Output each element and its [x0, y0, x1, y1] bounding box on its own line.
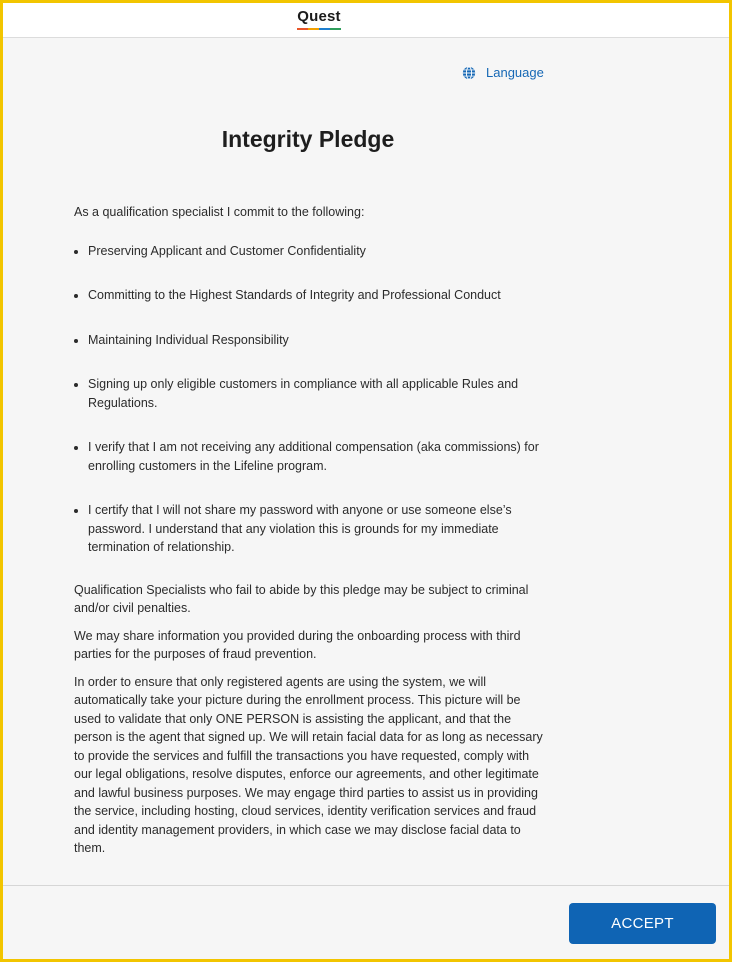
quest-logo [297, 8, 341, 30]
logo-bar-segment [297, 28, 308, 30]
pledge-item: • Preserving Applicant and Customer Confidentiality [88, 242, 544, 261]
data-sharing-paragraph: We may share information you provided during the onboarding process with third parties for the purposes of fraud prevention. [74, 628, 521, 661]
language-selector[interactable] [462, 65, 544, 80]
footer-bar [3, 885, 729, 959]
pledge-list [74, 242, 544, 557]
pledge-intro: As a qualification specialist I commit to the following: [74, 205, 365, 219]
penalty-paragraph: Qualification Specialists who fail to abide by this pledge may be subject to criminal and/or civil penalties. [74, 582, 529, 615]
pledge-body [74, 203, 544, 867]
facial-data-paragraph: In order to ensure that only registered agents are using the system, we will automatically take your picture during the enrollment process. This picture will be used to validate that only ONE PERSON is assisting the applicant, and that the person is the agent that signed up. We will retain facial data for as long as necessary to provide the services and fulfill the transactions you have requested, comply with our legal obligations, resolve disputes, enforce our agreements, and other legitimate and lawful business purposes. We may engage third parties to assist us in providing the service, including hosting, cloud services, identity verification services and fraud and identity management providers, in which case we may disclose facial data to them. [74, 674, 543, 855]
language-label[interactable]: Language [486, 65, 544, 80]
logo-bar-segment [330, 28, 341, 30]
pledge-item: • I certify that I will not share my password with anyone or use someone else’s password. I understand that any violation this is grounds for my immediate termination of relationship. [88, 501, 544, 557]
logo-bar-segment [308, 28, 319, 30]
pledge-item: • Committing to the Highest Standards of Integrity and Professional Conduct [88, 286, 544, 305]
page-title: Integrity Pledge [221, 126, 395, 152]
logo-text: Quest [297, 8, 341, 25]
pledge-item: • Maintaining Individual Responsibility [88, 331, 544, 350]
globe-icon [462, 66, 476, 80]
top-bar [3, 3, 729, 38]
logo-underline [297, 28, 341, 30]
pledge-content [3, 38, 729, 885]
pledge-item: • Signing up only eligible customers in compliance with all applicable Rules and Regulations. [88, 375, 544, 412]
pledge-item: • I verify that I am not receiving any additional compensation (aka commissions) for enrolling customers in the Lifeline program. [88, 438, 544, 475]
logo-bar-segment [319, 28, 330, 30]
accept-button[interactable]: ACCEPT [569, 903, 716, 944]
